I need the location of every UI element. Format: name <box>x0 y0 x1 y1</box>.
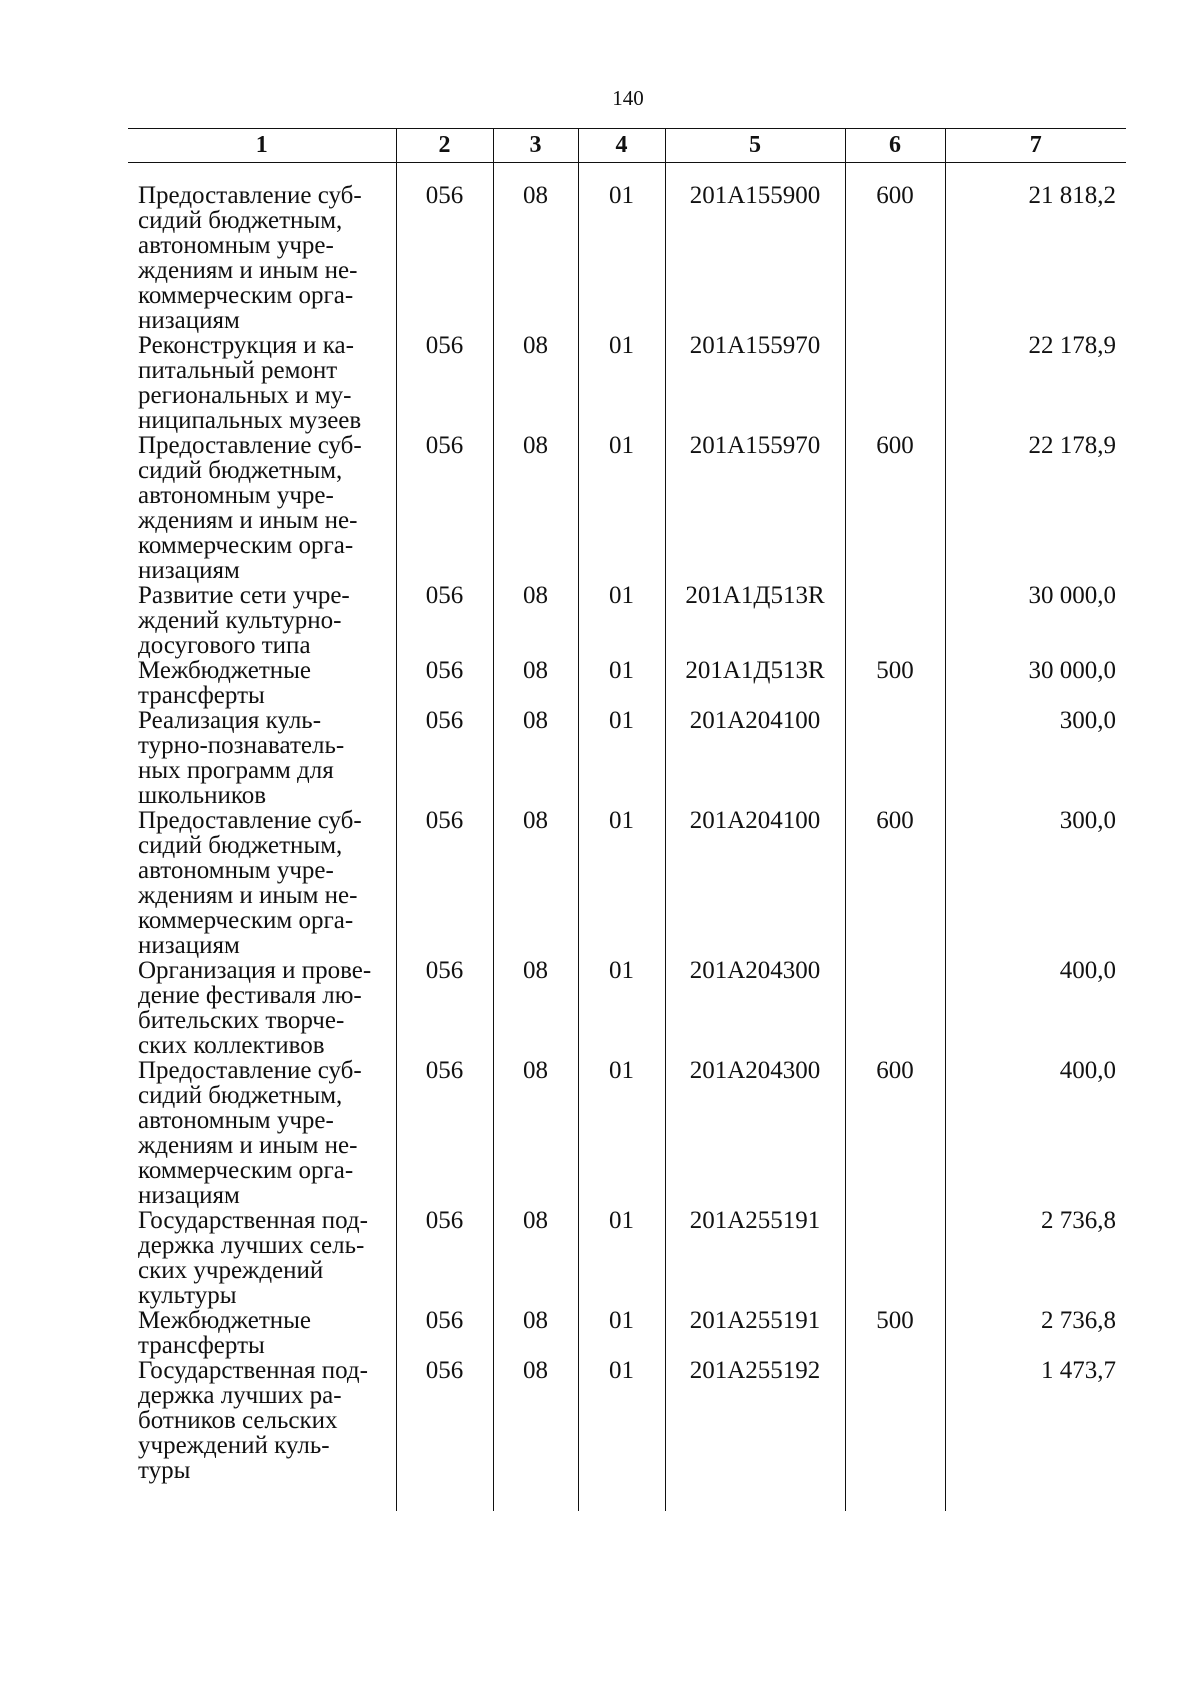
item-name-line: досугового типа <box>138 632 311 659</box>
table-row <box>128 1308 1126 1358</box>
item-name-line: Развитие сети учре- <box>138 582 350 609</box>
table-row <box>128 1208 1126 1308</box>
cell-code-4: 01 <box>578 333 665 433</box>
cell-amount: 1 473,7 <box>945 1358 1126 1511</box>
item-name-line: автономным учре- <box>138 1107 334 1134</box>
cell-code-5: 201A204100 <box>665 708 845 808</box>
cell-amount: 30 000,0 <box>945 658 1126 708</box>
cell-code-2: 056 <box>396 808 493 958</box>
table-row <box>128 658 1126 708</box>
item-name-line: учреждений куль- <box>138 1432 330 1459</box>
cell-code-3: 08 <box>493 1308 578 1358</box>
table-row <box>128 958 1126 1058</box>
item-name-line: ниципальных музеев <box>138 407 362 434</box>
item-name-line: держка лучших сель- <box>138 1232 365 1259</box>
item-name-line: автономным учре- <box>138 857 334 884</box>
column-header-7: 7 <box>945 129 1126 163</box>
item-name-line: Предоставление суб- <box>138 182 362 209</box>
table-header-row <box>128 129 1126 163</box>
cell-code-3: 08 <box>493 1358 578 1511</box>
table-row <box>128 333 1126 433</box>
item-name-line: сидий бюджетным, <box>138 457 343 484</box>
cell-code-4: 01 <box>578 808 665 958</box>
item-name-line: ждениям и иным не- <box>138 882 358 909</box>
cell-code-2: 056 <box>396 1058 493 1208</box>
item-name-line: ных программ для <box>138 757 334 784</box>
cell-item-name <box>128 1058 396 1208</box>
cell-item-name <box>128 658 396 708</box>
item-name-line: сидий бюджетным, <box>138 832 343 859</box>
item-name-line: культуры <box>138 1282 237 1309</box>
table-body <box>128 163 1126 1512</box>
cell-code-2: 056 <box>396 1208 493 1308</box>
cell-amount: 21 818,2 <box>945 163 1126 334</box>
cell-item-name <box>128 1358 396 1511</box>
cell-code-2: 056 <box>396 433 493 583</box>
cell-code-3: 08 <box>493 163 578 334</box>
cell-amount: 2 736,8 <box>945 1208 1126 1308</box>
cell-code-3: 08 <box>493 658 578 708</box>
column-header-3: 3 <box>493 129 578 163</box>
item-name-line: держка лучших ра- <box>138 1382 342 1409</box>
cell-code-6 <box>845 708 945 808</box>
table-row <box>128 583 1126 658</box>
cell-code-5: 201A204300 <box>665 958 845 1058</box>
cell-amount: 300,0 <box>945 808 1126 958</box>
cell-item-name <box>128 708 396 808</box>
cell-code-4: 01 <box>578 163 665 334</box>
cell-item-name <box>128 333 396 433</box>
cell-item-name <box>128 1208 396 1308</box>
cell-code-6 <box>845 958 945 1058</box>
cell-code-6 <box>845 1358 945 1511</box>
table-row <box>128 1358 1126 1511</box>
cell-amount: 300,0 <box>945 708 1126 808</box>
item-name-line: низациям <box>138 932 240 959</box>
item-name-line: сидий бюджетным, <box>138 1082 343 1109</box>
item-name-line: бительских творче- <box>138 1007 345 1034</box>
item-name-line: Межбюджетные <box>138 1307 312 1334</box>
item-name-line: Предоставление суб- <box>138 1057 362 1084</box>
item-name-line: трансферты <box>138 1332 265 1359</box>
cell-code-4: 01 <box>578 658 665 708</box>
item-name-line: Предоставление суб- <box>138 807 362 834</box>
item-name-line: дение фестиваля лю- <box>138 982 362 1009</box>
item-name-line: ских коллективов <box>138 1032 325 1059</box>
cell-code-5: 201A155970 <box>665 433 845 583</box>
item-name-line: коммерческим орга- <box>138 532 354 559</box>
cell-item-name <box>128 163 396 334</box>
cell-code-5: 201A204300 <box>665 1058 845 1208</box>
cell-code-5: 201A155900 <box>665 163 845 334</box>
column-header-6: 6 <box>845 129 945 163</box>
cell-code-6: 600 <box>845 1058 945 1208</box>
item-name-line: ждениям и иным не- <box>138 257 358 284</box>
item-name-line: низациям <box>138 557 240 584</box>
item-name-line: Организация и прове- <box>138 957 372 984</box>
cell-code-6: 600 <box>845 163 945 334</box>
cell-code-5: 201A255191 <box>665 1208 845 1308</box>
cell-amount: 2 736,8 <box>945 1308 1126 1358</box>
item-name-line: Предоставление суб- <box>138 432 362 459</box>
cell-code-5: 201A204100 <box>665 808 845 958</box>
cell-code-2: 056 <box>396 1358 493 1511</box>
cell-code-6: 500 <box>845 1308 945 1358</box>
cell-code-4: 01 <box>578 1058 665 1208</box>
item-name-line: автономным учре- <box>138 232 334 259</box>
cell-code-6: 600 <box>845 433 945 583</box>
item-name-line: коммерческим орга- <box>138 282 354 309</box>
item-name-line: питальный ремонт <box>138 357 338 384</box>
cell-amount: 30 000,0 <box>945 583 1126 658</box>
page-number: 140 <box>612 86 644 110</box>
cell-item-name <box>128 583 396 658</box>
column-header-5: 5 <box>665 129 845 163</box>
cell-code-2: 056 <box>396 163 493 334</box>
cell-code-2: 056 <box>396 958 493 1058</box>
cell-code-3: 08 <box>493 1058 578 1208</box>
cell-code-4: 01 <box>578 1358 665 1511</box>
cell-code-6 <box>845 333 945 433</box>
item-name-line: турно-познаватель- <box>138 732 345 759</box>
item-name-line: ждениям и иным не- <box>138 1132 358 1159</box>
cell-code-4: 01 <box>578 433 665 583</box>
cell-code-2: 056 <box>396 1308 493 1358</box>
table-row <box>128 433 1126 583</box>
cell-code-4: 01 <box>578 1208 665 1308</box>
item-name-line: автономным учре- <box>138 482 334 509</box>
cell-amount: 22 178,9 <box>945 333 1126 433</box>
item-name-line: низациям <box>138 1182 240 1209</box>
column-header-4: 4 <box>578 129 665 163</box>
item-name-line: коммерческим орга- <box>138 907 354 934</box>
table-row <box>128 163 1126 334</box>
cell-code-3: 08 <box>493 583 578 658</box>
cell-code-3: 08 <box>493 333 578 433</box>
item-name-line: школьников <box>138 782 267 809</box>
budget-table <box>128 128 1126 1511</box>
cell-amount: 22 178,9 <box>945 433 1126 583</box>
cell-code-5: 201A1Д513R <box>665 583 845 658</box>
table-row <box>128 808 1126 958</box>
cell-code-3: 08 <box>493 958 578 1058</box>
item-name-line: Реализация куль- <box>138 707 322 734</box>
cell-code-3: 08 <box>493 433 578 583</box>
cell-amount: 400,0 <box>945 1058 1126 1208</box>
item-name-line: трансферты <box>138 682 265 709</box>
cell-code-5: 201A155970 <box>665 333 845 433</box>
cell-code-5: 201A255191 <box>665 1308 845 1358</box>
cell-code-5: 201A1Д513R <box>665 658 845 708</box>
cell-code-4: 01 <box>578 583 665 658</box>
cell-code-3: 08 <box>493 1208 578 1308</box>
cell-code-2: 056 <box>396 708 493 808</box>
cell-code-6: 500 <box>845 658 945 708</box>
cell-code-3: 08 <box>493 808 578 958</box>
column-header-1: 1 <box>128 129 396 163</box>
cell-code-6 <box>845 583 945 658</box>
cell-code-4: 01 <box>578 708 665 808</box>
item-name-line: ских учреждений <box>138 1257 324 1284</box>
cell-item-name <box>128 433 396 583</box>
item-name-line: Государственная под- <box>138 1357 368 1384</box>
cell-code-2: 056 <box>396 333 493 433</box>
cell-amount: 400,0 <box>945 958 1126 1058</box>
cell-item-name <box>128 958 396 1058</box>
item-name-line: коммерческим орга- <box>138 1157 354 1184</box>
cell-code-2: 056 <box>396 583 493 658</box>
cell-code-4: 01 <box>578 1308 665 1358</box>
table-row <box>128 1058 1126 1208</box>
cell-code-6 <box>845 1208 945 1308</box>
table-row <box>128 708 1126 808</box>
cell-code-2: 056 <box>396 658 493 708</box>
cell-item-name <box>128 808 396 958</box>
item-name-line: ботников сельских <box>138 1407 338 1434</box>
item-name-line: региональных и му- <box>138 382 352 409</box>
item-name-line: сидий бюджетным, <box>138 207 343 234</box>
column-header-2: 2 <box>396 129 493 163</box>
cell-code-3: 08 <box>493 708 578 808</box>
cell-code-5: 201A255192 <box>665 1358 845 1511</box>
cell-code-6: 600 <box>845 808 945 958</box>
item-name-line: низациям <box>138 307 240 334</box>
cell-item-name <box>128 1308 396 1358</box>
item-name-line: Государственная под- <box>138 1207 368 1234</box>
item-name-line: ждений культурно- <box>138 607 342 634</box>
item-name-line: Реконструкция и ка- <box>138 332 354 359</box>
item-name-line: Межбюджетные <box>138 657 312 684</box>
cell-code-4: 01 <box>578 958 665 1058</box>
item-name-line: ждениям и иным не- <box>138 507 358 534</box>
item-name-line: туры <box>138 1457 191 1484</box>
